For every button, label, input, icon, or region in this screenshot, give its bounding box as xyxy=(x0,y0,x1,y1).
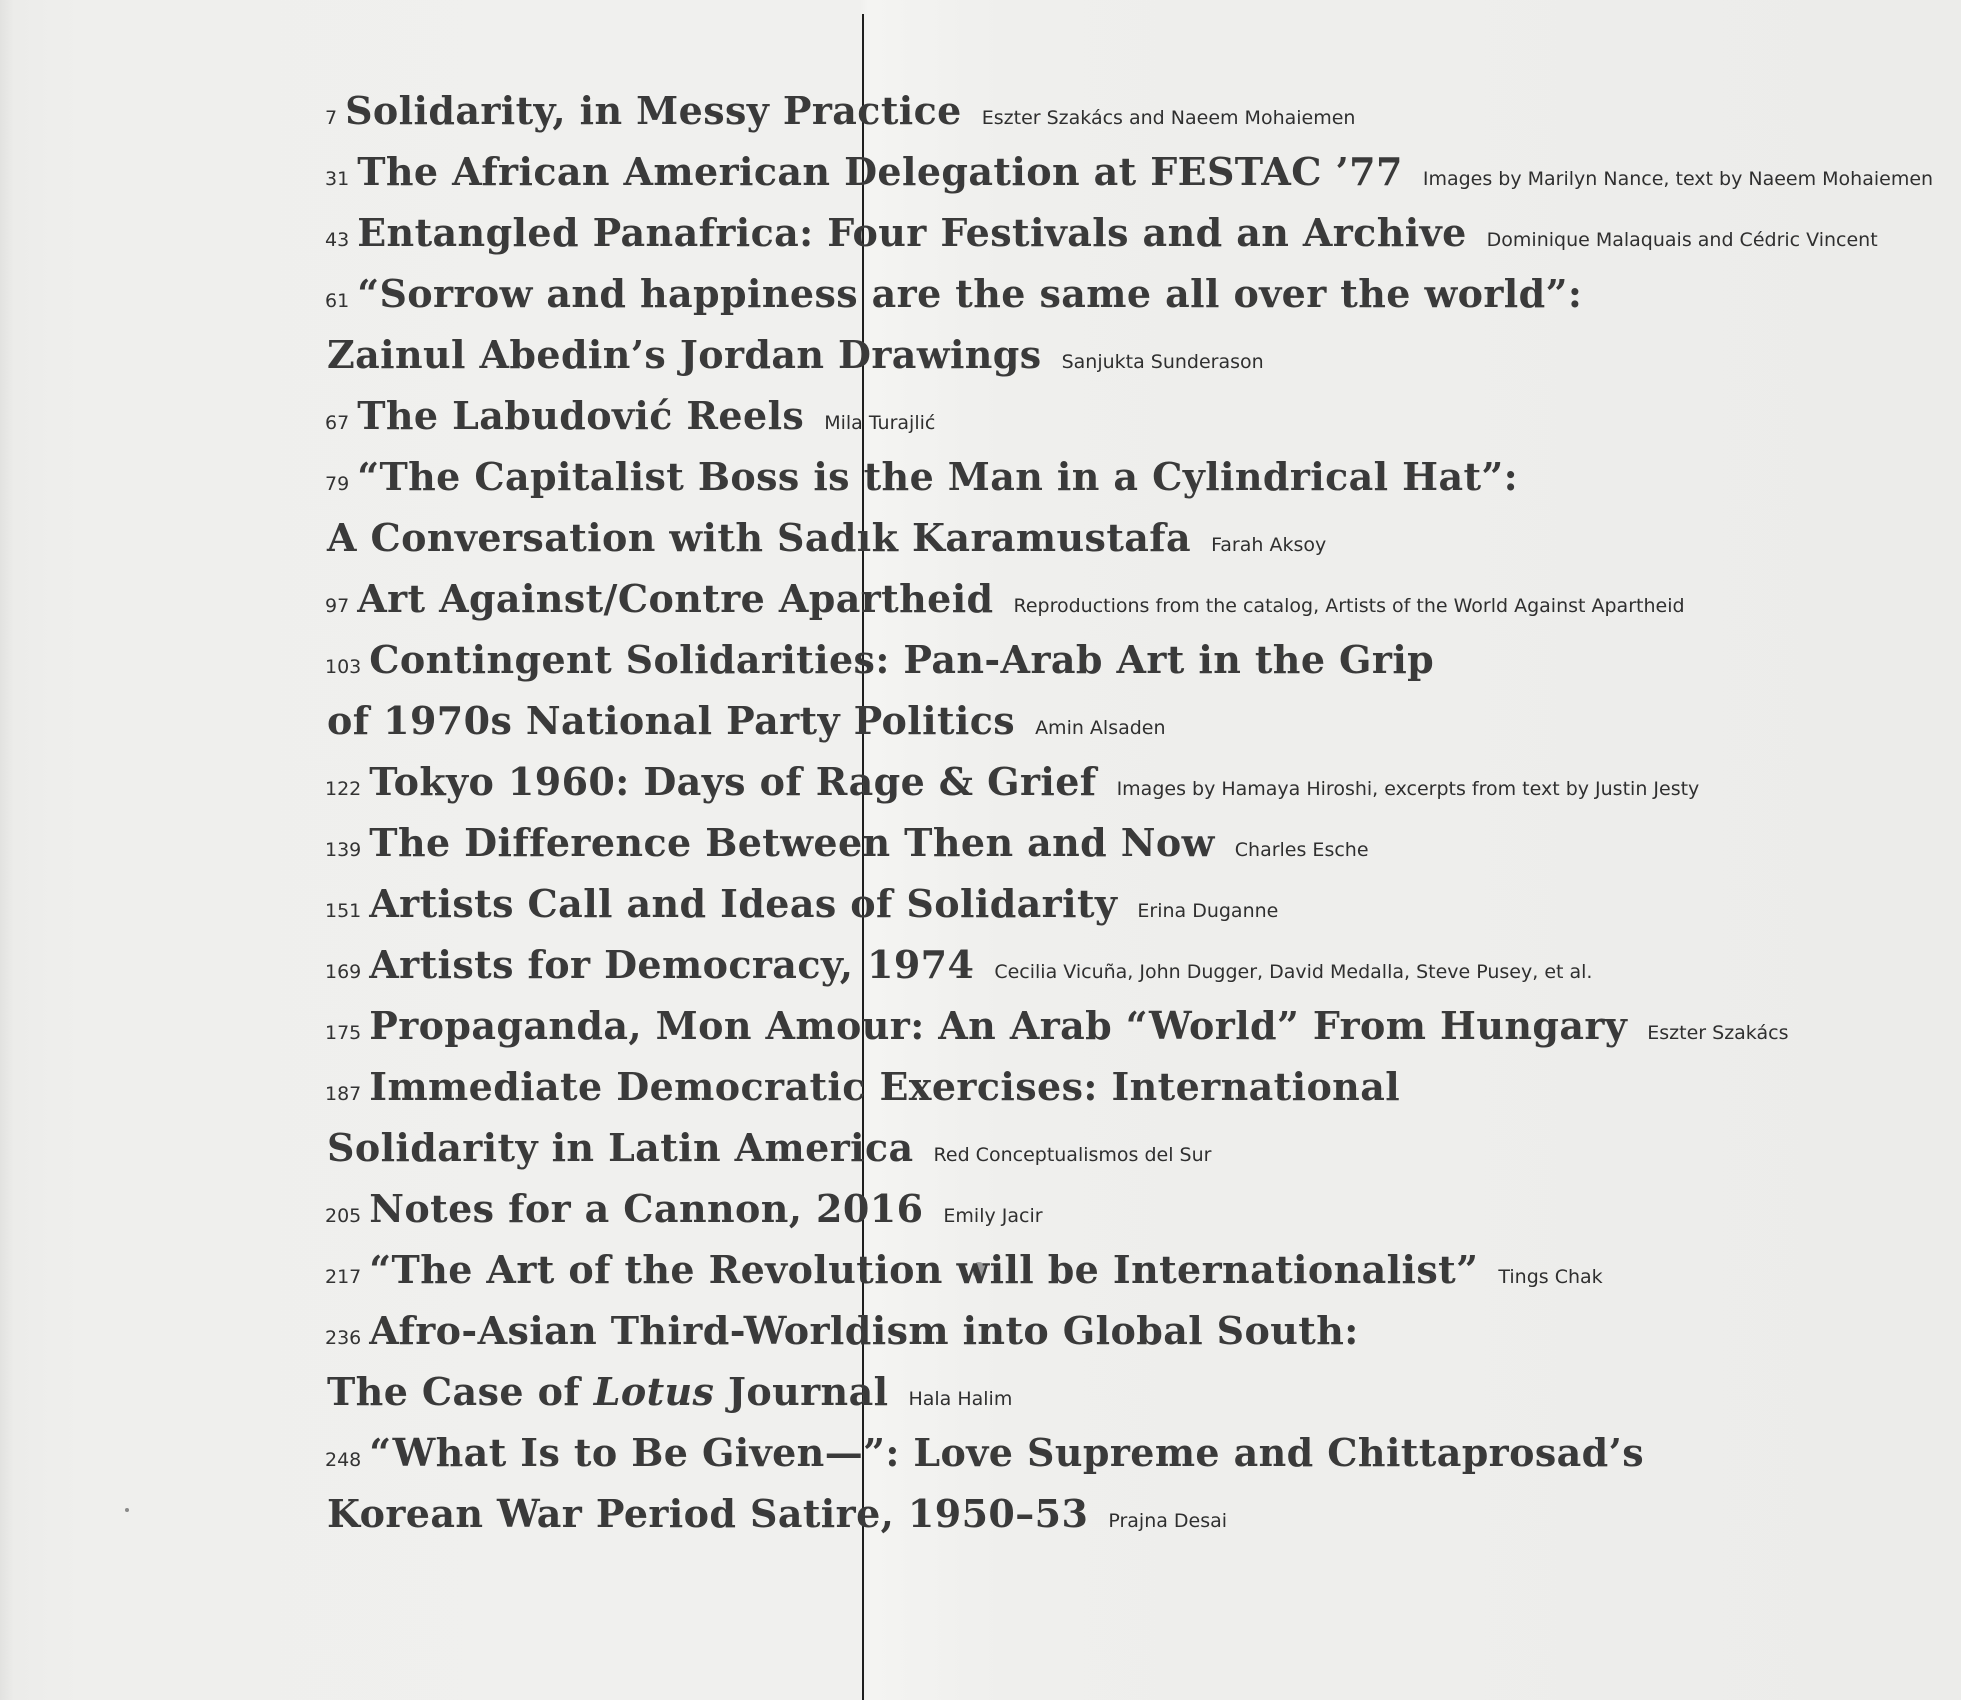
toc-entry xyxy=(325,1186,1885,1247)
entry-title: “The Art of the Revolution will be Internationalist” xyxy=(369,1247,1479,1292)
page-number: 169 xyxy=(325,961,362,983)
entry-title-continuation xyxy=(325,1125,1885,1186)
toc-entry xyxy=(325,1003,1885,1064)
entry-title: The Case of Lotus Journal xyxy=(327,1369,889,1414)
entry-title: Contingent Solidarities: Pan-Arab Art in the Grip xyxy=(369,637,1435,682)
entry-author: Prajna Desai xyxy=(1108,1510,1228,1532)
entry-title-line xyxy=(325,393,1885,454)
entry-title-line xyxy=(325,210,1885,271)
entry-title-continuation xyxy=(325,1491,1885,1552)
page-number: 236 xyxy=(325,1327,362,1349)
entry-title: Entangled Panafrica: Four Festivals and an Archive xyxy=(357,210,1467,255)
entry-title-continuation xyxy=(325,332,1885,393)
toc-entry xyxy=(325,88,1885,149)
entry-title-line xyxy=(325,1003,1885,1064)
page-number: 217 xyxy=(325,1266,362,1288)
page-number: 248 xyxy=(325,1449,362,1471)
toc-entry xyxy=(325,149,1934,210)
entry-title-line xyxy=(325,454,1885,515)
entry-title: The Labudović Reels xyxy=(357,393,805,438)
entry-title: Art Against/Contre Apartheid xyxy=(357,576,994,621)
entry-author: Red Conceptualismos del Sur xyxy=(933,1144,1212,1166)
entry-title-continuation xyxy=(325,1369,1885,1430)
entry-title: The Difference Between Then and Now xyxy=(369,820,1215,865)
page-number: 139 xyxy=(325,839,362,861)
entry-title: Tokyo 1960: Days of Rage & Grief xyxy=(369,759,1097,804)
entry-title: Zainul Abedin’s Jordan Drawings xyxy=(327,332,1042,377)
entry-title-line xyxy=(325,942,1885,1003)
toc-entry xyxy=(325,1247,1885,1308)
entry-author: Images by Marilyn Nance, text by Naeem Mohaiemen xyxy=(1422,168,1934,190)
entry-title-line xyxy=(325,1247,1885,1308)
page-number: 151 xyxy=(325,900,362,922)
entry-title: Korean War Period Satire, 1950–53 xyxy=(327,1491,1089,1536)
toc-entry xyxy=(325,1430,1885,1552)
entry-title-line xyxy=(325,1430,1885,1491)
table-of-contents xyxy=(325,88,1934,1552)
page-number: 205 xyxy=(325,1205,362,1227)
toc-entry xyxy=(325,393,1885,454)
entry-title: Artists Call and Ideas of Solidarity xyxy=(369,881,1118,926)
entry-title-line xyxy=(325,576,1885,637)
entry-title: Immediate Democratic Exercises: International xyxy=(369,1064,1401,1109)
entry-author: Sanjukta Sunderason xyxy=(1061,351,1264,373)
page-number: 122 xyxy=(325,778,362,800)
toc-entry xyxy=(325,942,1885,1003)
entry-title-line xyxy=(325,759,1885,820)
toc-entry xyxy=(325,271,1885,393)
entry-title-line xyxy=(325,149,1934,210)
entry-title-line xyxy=(325,1186,1885,1247)
entry-author: Eszter Szakács xyxy=(1647,1022,1789,1044)
page-number: 61 xyxy=(325,290,350,312)
entry-author: Images by Hamaya Hiroshi, excerpts from text by Justin Jesty xyxy=(1116,778,1700,800)
page-number: 67 xyxy=(325,412,350,434)
entry-title: “The Capitalist Boss is the Man in a Cylindrical Hat”: xyxy=(357,454,1519,499)
toc-entry xyxy=(325,1064,1885,1186)
entry-author: Erina Duganne xyxy=(1137,900,1279,922)
toc-entry xyxy=(325,210,1885,271)
entry-title-line xyxy=(325,1064,1885,1125)
entry-title-line xyxy=(325,881,1885,942)
journal-title-italic: Lotus xyxy=(593,1369,715,1414)
entry-title-continuation xyxy=(325,515,1885,576)
toc-entry xyxy=(325,576,1885,637)
toc-entry xyxy=(325,759,1885,820)
entry-author: Mila Turajlić xyxy=(824,412,936,434)
page-number: 43 xyxy=(325,229,350,251)
entry-title: Notes for a Cannon, 2016 xyxy=(369,1186,924,1231)
entry-author: Hala Halim xyxy=(908,1388,1013,1410)
page-number: 103 xyxy=(325,656,362,678)
entry-author: Cecilia Vicuña, John Dugger, David Medalla, Steve Pusey, et al. xyxy=(994,961,1593,983)
entry-title-line xyxy=(325,637,1885,698)
entry-author: Amin Alsaden xyxy=(1035,717,1166,739)
entry-title-line xyxy=(325,88,1885,149)
toc-entry xyxy=(325,454,1885,576)
entry-author: Reproductions from the catalog, Artists of the World Against Apartheid xyxy=(1013,595,1685,617)
page-number: 187 xyxy=(325,1083,362,1105)
entry-title: Solidarity in Latin America xyxy=(327,1125,914,1170)
entry-title-line xyxy=(325,1308,1885,1369)
toc-entry xyxy=(325,881,1885,942)
entry-author: Tings Chak xyxy=(1498,1266,1603,1288)
page-number: 97 xyxy=(325,595,350,617)
entry-title-continuation xyxy=(325,698,1885,759)
entry-author: Farah Aksoy xyxy=(1211,534,1327,556)
entry-title: The African American Delegation at FESTAC ’77 xyxy=(357,149,1403,194)
entry-title: “Sorrow and happiness are the same all over the world”: xyxy=(357,271,1583,316)
entry-title: Solidarity, in Messy Practice xyxy=(345,88,962,133)
entry-author: Emily Jacir xyxy=(943,1205,1043,1227)
entry-title: of 1970s National Party Politics xyxy=(327,698,1016,743)
page-number: 79 xyxy=(325,473,350,495)
entry-author: Dominique Malaquais and Cédric Vincent xyxy=(1486,229,1878,251)
page-number: 7 xyxy=(325,107,338,129)
entry-title: Artists for Democracy, 1974 xyxy=(369,942,975,987)
entry-author: Eszter Szakács and Naeem Mohaiemen xyxy=(981,107,1356,129)
paper-dot xyxy=(125,1508,129,1512)
toc-entry xyxy=(325,820,1885,881)
page-number: 31 xyxy=(325,168,350,190)
page-number: 175 xyxy=(325,1022,362,1044)
entry-title: A Conversation with Sadık Karamustafa xyxy=(327,515,1192,560)
entry-title: Propaganda, Mon Amour: An Arab “World” From Hungary xyxy=(369,1003,1628,1048)
entry-title-line xyxy=(325,271,1885,332)
entry-title: Afro-Asian Third-Worldism into Global South: xyxy=(369,1308,1359,1353)
toc-entry xyxy=(325,637,1885,759)
toc-entry xyxy=(325,1308,1885,1430)
entry-title-line xyxy=(325,820,1885,881)
entry-title: “What Is to Be Given—”: Love Supreme and Chittaprosad’s xyxy=(369,1430,1645,1475)
entry-author: Charles Esche xyxy=(1234,839,1369,861)
